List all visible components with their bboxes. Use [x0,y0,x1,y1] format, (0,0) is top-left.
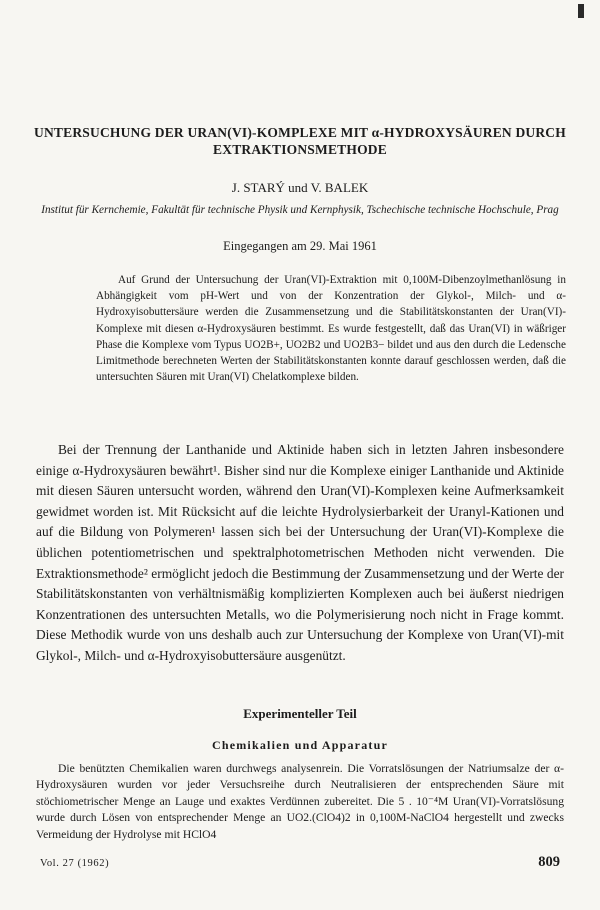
article-title: UNTERSUCHUNG DER URAN(VI)-KOMPLEXE MIT α-HYDROXYSÄUREN DURCH EXTRAKTIONSMETHODE [34,125,566,157]
affiliation: Institut für Kernchemie, Fakultät für technische Physik und Kernphysik, Tschechische technische Hochschule, Prag [41,204,559,216]
abstract: Auf Grund der Untersuchung der Uran(VI)-Extraktion mit 0,100M-Dibenzoylmethanlösung in Abhängigkeit vom pH-Wert und von der Konzentration der Glykol-, Milch- und α-Hydroxyisobuttersäure werden die Zusammensetzung und die Stabilitätskonstanten der Uran(VI)-Komplexe mit diesen α-Hydroxysäuren bestimmt. Es wurde festgestellt, daß das Uran(VI) in wäßriger Phase die Komplexe vom Typus UO2B+, UO2B2 und UO2B3− bildet und aus den durch die Ledensche Limitmethode berechneten Werten der Stabilitätskonstanten konnte darauf geschlossen werden, daß die untersuchten Säuren mit Uran(VI) Chelatkomplexe bilden. [96,274,566,384]
authors: J. STARÝ und V. BALEK [231,180,369,195]
page-number: 809 [538,854,560,870]
page-corner-mark [578,4,584,18]
received-date: Eingegangen am 29. Mai 1961 [223,239,377,253]
journal-volume: Vol. 27 (1962) [40,858,110,869]
methods-paragraph: Die benützten Chemikalien waren durchwegs analysenrein. Die Vorratslösungen der Natriumsalze der α-Hydroxysäuren wurden vor jeder Versuchsreihe durch Neutralisieren der entsprechenden Säure mit stöchiometrischer Menge an Lauge und exaktes Verdünnen zubereitet. Die 5 . 10⁻⁴M Uran(VI)-Vorratslösung wurde durch Lösen von entsprechender Menge an UO2.(ClO4)2 in 0,100M-NaClO4 hergestellt und zwecks Vermeidung der Hydrolyse mit HClO4 [36,762,564,841]
introduction-paragraph: Bei der Trennung der Lanthanide und Aktinide haben sich in letzten Jahren insbesondere einige α-Hydroxysäuren bewährt¹. Bisher sind nur die Komplexe einiger Lanthanide und Aktinide mit diesen Säuren untersucht worden, während den Uran(VI)-Komplexen keine Aufmerksamkeit gewidmet worden ist. Mit Rücksicht auf die leichte Hydrolysierbarkeit der Uranyl-Kationen und auf die Bildung von Polymeren¹ lassen sich bei der Untersuchung der Uran(VI)-Komplexe die üblichen potentiometrischen und spektralphotometrischen Methoden nicht verwenden. Die Extraktionsmethode² ermöglicht jedoch die Bestimmung der Zusammensetzung und der Werte der Stabilitätskonstanten von verhältnismäßig komplizierten Komplexen auch bei äußerst niedrigen Konzentrationen des untersuchten Metalls, wo die Polymerisierung noch nicht in Frage kommt. Diese Methodik wurde von uns deshalb auch zur Untersuchung der Komplexe von Uran(VI)-mit Glykol-, Milch- und α-Hydroxyisobuttersäure ausgenützt. [36,442,564,663]
section-heading: Experimenteller Teil [243,706,357,721]
subsection-heading: Chemikalien und Apparatur [211,738,389,752]
